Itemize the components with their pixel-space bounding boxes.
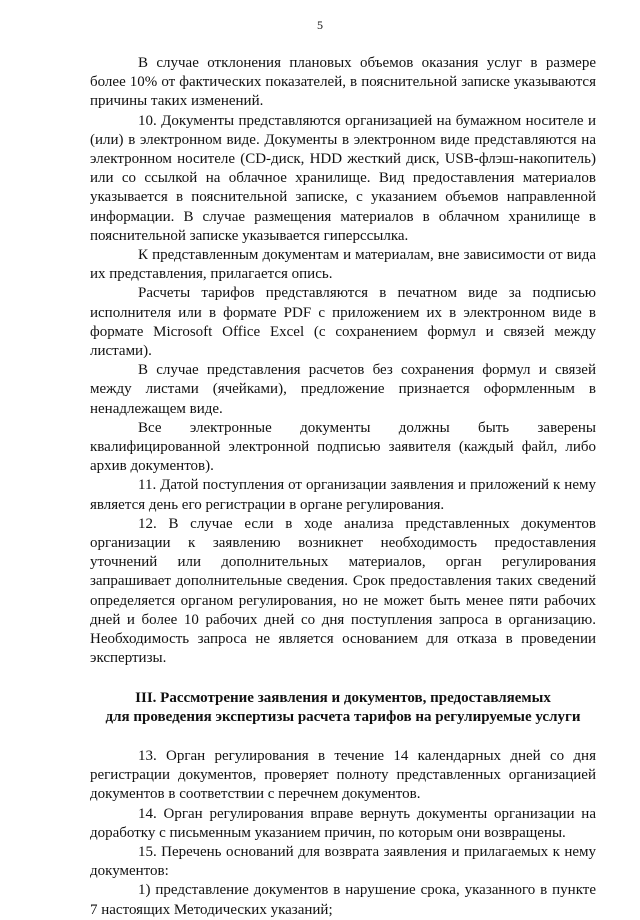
paragraph-item-12: 12. В случае если в ходе анализа представленных документов организации к заявлению возникнет необходимость предоставления уточнений или дополнительных материалов, орган регулирования запрашивает дополнительные сведения. Срок предоставления таких сведений определяется органом регулирования, но не может быть менее пяти рабочих дней и более 10 рабочих дней со дня поступления запроса в организацию. Необходимость запроса не является основанием для отказа в проведении экспертизы. [90,515,596,667]
paragraph-tariff-calculations: Расчеты тарифов представляются в печатном виде за подписью исполнителя или в формате PDF с приложением их в электронном виде в формате Microsoft Office Excel (с сохранением формул и связей между листами). [90,285,596,360]
page-number: 5 [317,18,323,32]
paragraph-improper-form: В случае представления расчетов без сохранения формул и связей между листами (ячейками), предложение признается оформленным в ненадлежащем виде. [90,362,596,417]
paragraph-electronic-signature: Все электронные документы должны быть заверены квалифицированной электронной подписью заявителя (каждый файл, либо архив документов). [90,419,596,475]
paragraph-subitem-1: 1) представление документов в нарушение срока, указанного в пункте 7 настоящих Методических указаний; [90,882,596,918]
section-heading-line-2: для проведения экспертизы расчета тарифов на регулируемые услуги [105,708,581,725]
paragraph-item-11: 11. Датой поступления от организации заявления и приложений к нему является день его регистрации в органе регулирования. [90,477,596,513]
document-body [90,54,596,920]
paragraph-item-10: 10. Документы представляются организацией на бумажном носителе и (или) в электронном виде. Документы в электронном виде представляются на электронном носителе (CD-диск, HDD жесткий диск, USB-флэш-накопитель) или со ссылкой на облачное хранилище. Вид предоставления материалов указывается в пояснительной записке, с указанием объемов направленной информации. В случае размещения материалов в облачном хранилище в пояснительной записке указывается гиперссылка. [90,112,596,244]
paragraph-deviation: В случае отклонения плановых объемов оказания услуг в размере более 10% от фактических показателей, в пояснительной записке указываются причины таких изменений. [90,55,596,110]
paragraph-item-14: 14. Орган регулирования вправе вернуть документы организации на доработку с письменным указанием причин, по которым они возвращены. [90,805,596,841]
section-heading [90,689,596,727]
section-heading-line-1: III. Рассмотрение заявления и документов, предоставляемых [135,689,551,706]
paragraph-inventory: К представленным документам и материалам, вне зависимости от вида их представления, прилагается опись. [90,247,596,283]
paragraph-item-13: 13. Орган регулирования в течение 14 календарных дней со дня регистрации документов, проверяет полноту представленных организацией документов в соответствии с перечнем документов. [90,747,596,803]
paragraph-item-15: 15. Перечень оснований для возврата заявления и прилагаемых к нему документов: [90,843,596,880]
